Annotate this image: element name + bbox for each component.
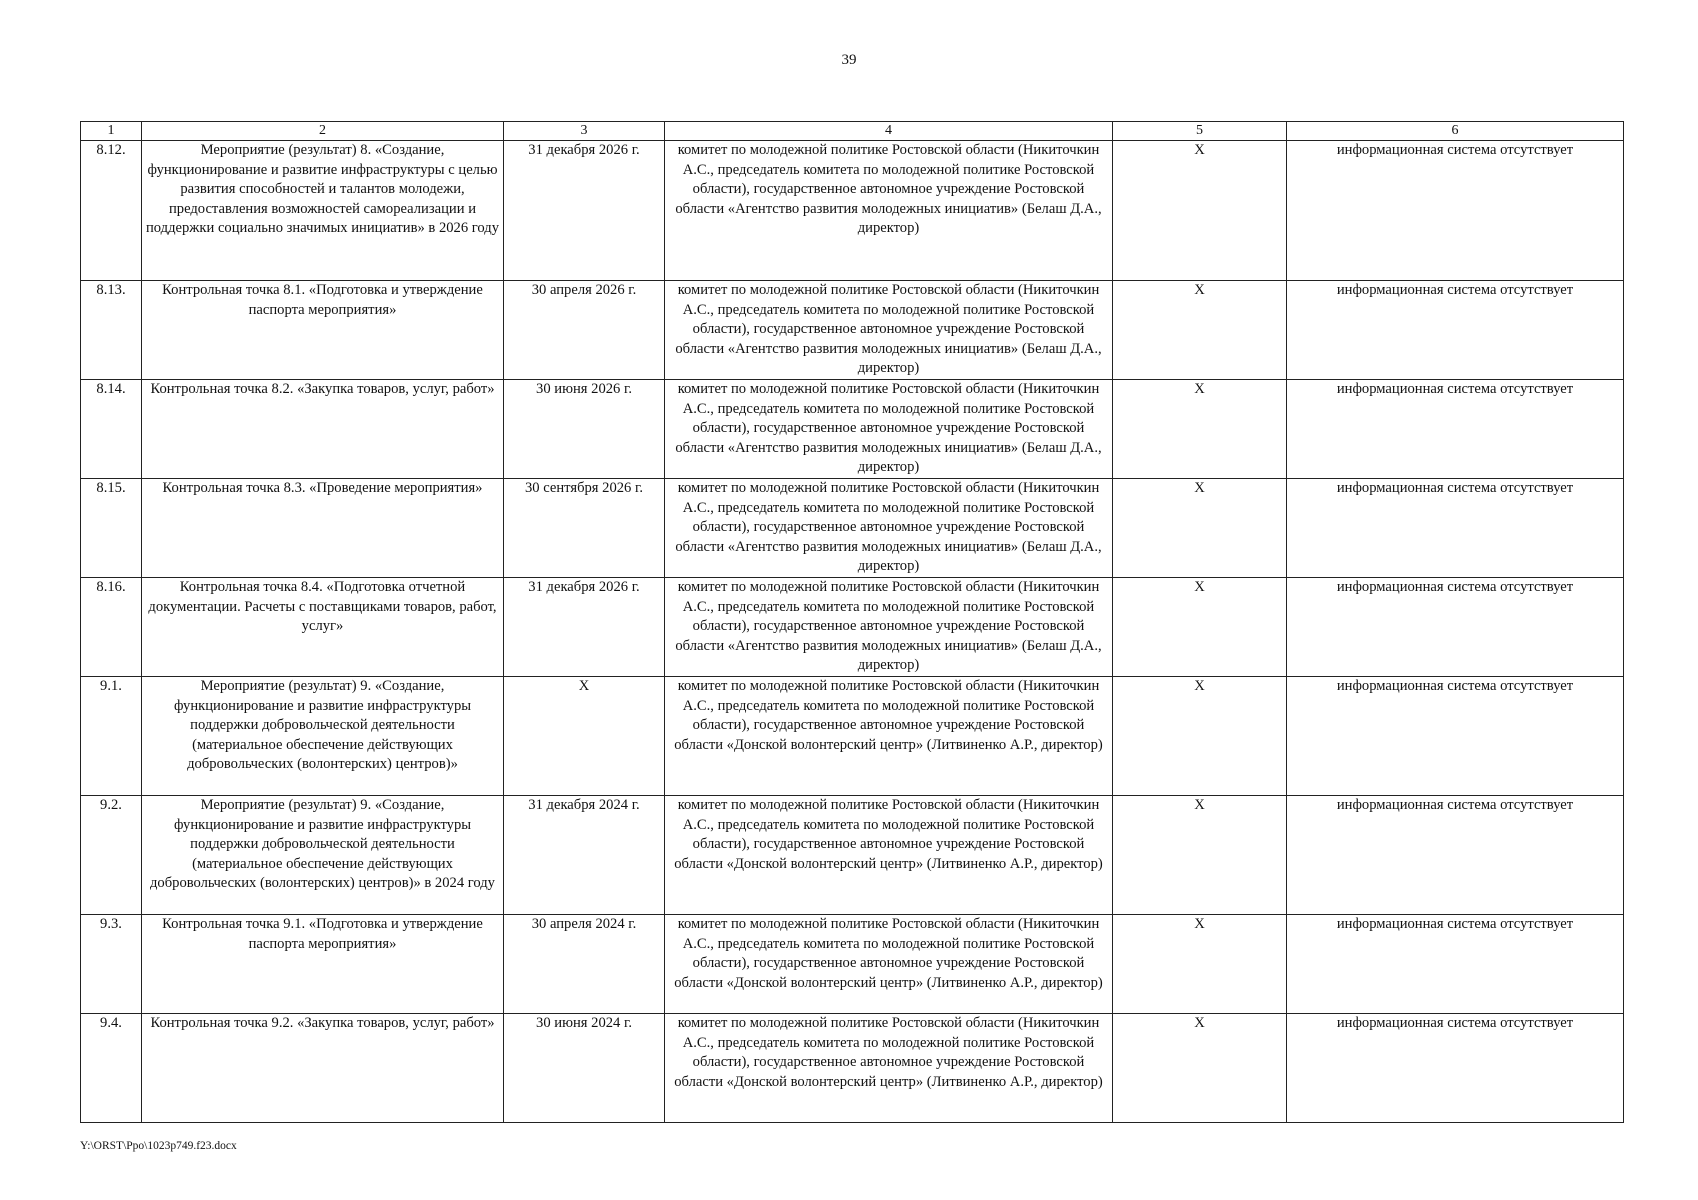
- table-row: [81, 915, 1624, 1014]
- column-header-3: 3: [504, 122, 665, 141]
- deadline-date: 31 декабря 2026 г.: [504, 141, 665, 281]
- table-row: [81, 1014, 1624, 1123]
- confirming-document: X: [1113, 796, 1287, 915]
- table-row: [81, 141, 1624, 281]
- information-system: информационная система отсутствует: [1287, 1014, 1624, 1123]
- deadline-date: 31 декабря 2026 г.: [504, 578, 665, 677]
- deadline-date: 30 июня 2026 г.: [504, 380, 665, 479]
- information-system: информационная система отсутствует: [1287, 479, 1624, 578]
- table-row: [81, 380, 1624, 479]
- deadline-date: 30 апреля 2024 г.: [504, 915, 665, 1014]
- deadline-date: 30 сентября 2026 г.: [504, 479, 665, 578]
- page-number: 39: [841, 52, 857, 68]
- row-number: 8.16.: [81, 578, 142, 677]
- column-header-6: 6: [1287, 122, 1624, 141]
- confirming-document: X: [1113, 141, 1287, 281]
- column-header-2: 2: [142, 122, 504, 141]
- responsible-executor: комитет по молодежной политике Ростовской области (Никиточкин А.С., председатель комитета по молодежной политике Ростовской области), государственное автономное учреждение Ростовской области «Агентство развития молодежных инициатив» (Белаш Д.А., директор): [665, 141, 1113, 281]
- event-name: Контрольная точка 8.1. «Подготовка и утверждение паспорта мероприятия»: [142, 281, 504, 380]
- information-system: информационная система отсутствует: [1287, 141, 1624, 281]
- table-row: [81, 578, 1624, 677]
- event-name: Мероприятие (результат) 8. «Создание, функционирование и развитие инфраструктуры с целью развития способностей и талантов молодежи, предоставления возможностей самореализации и поддержки социально значимых инициатив» в 2026 году: [142, 141, 504, 281]
- responsible-executor: комитет по молодежной политике Ростовской области (Никиточкин А.С., председатель комитета по молодежной политике Ростовской области), государственное автономное учреждение Ростовской области «Донской волонтерский центр» (Литвиненко А.Р., директор): [665, 915, 1113, 1014]
- confirming-document: X: [1113, 380, 1287, 479]
- event-name: Контрольная точка 8.4. «Подготовка отчетной документации. Расчеты с поставщиками товаров, работ, услуг»: [142, 578, 504, 677]
- table-row: [81, 281, 1624, 380]
- row-number: 9.4.: [81, 1014, 142, 1123]
- confirming-document: X: [1113, 479, 1287, 578]
- table-row: [81, 479, 1624, 578]
- confirming-document: X: [1113, 578, 1287, 677]
- information-system: информационная система отсутствует: [1287, 578, 1624, 677]
- deadline-date: 30 апреля 2026 г.: [504, 281, 665, 380]
- information-system: информационная система отсутствует: [1287, 281, 1624, 380]
- row-number: 9.3.: [81, 915, 142, 1014]
- information-system: информационная система отсутствует: [1287, 677, 1624, 796]
- event-name: Мероприятие (результат) 9. «Создание, функционирование и развитие инфраструктуры поддержки добровольческой деятельности (материальное обеспечение действующих добровольческих (волонтерских) центров)» в 2024 году: [142, 796, 504, 915]
- column-number-row: [81, 122, 1624, 141]
- column-header-5: 5: [1113, 122, 1287, 141]
- responsible-executor: комитет по молодежной политике Ростовской области (Никиточкин А.С., председатель комитета по молодежной политике Ростовской области), государственное автономное учреждение Ростовской области «Агентство развития молодежных инициатив» (Белаш Д.А., директор): [665, 578, 1113, 677]
- deadline-date: 31 декабря 2024 г.: [504, 796, 665, 915]
- confirming-document: X: [1113, 915, 1287, 1014]
- row-number: 8.15.: [81, 479, 142, 578]
- confirming-document: X: [1113, 1014, 1287, 1123]
- table-row: [81, 677, 1624, 796]
- responsible-executor: комитет по молодежной политике Ростовской области (Никиточкин А.С., председатель комитета по молодежной политике Ростовской области), государственное автономное учреждение Ростовской области «Донской волонтерский центр» (Литвиненко А.Р., директор): [665, 677, 1113, 796]
- responsible-executor: комитет по молодежной политике Ростовской области (Никиточкин А.С., председатель комитета по молодежной политике Ростовской области), государственное автономное учреждение Ростовской области «Агентство развития молодежных инициатив» (Белаш Д.А., директор): [665, 380, 1113, 479]
- event-name: Контрольная точка 9.2. «Закупка товаров, услуг, работ»: [142, 1014, 504, 1123]
- row-number: 9.2.: [81, 796, 142, 915]
- information-system: информационная система отсутствует: [1287, 915, 1624, 1014]
- confirming-document: X: [1113, 281, 1287, 380]
- responsible-executor: комитет по молодежной политике Ростовской области (Никиточкин А.С., председатель комитета по молодежной политике Ростовской области), государственное автономное учреждение Ростовской области «Донской волонтерский центр» (Литвиненко А.Р., директор): [665, 796, 1113, 915]
- row-number: 9.1.: [81, 677, 142, 796]
- responsible-executor: комитет по молодежной политике Ростовской области (Никиточкин А.С., председатель комитета по молодежной политике Ростовской области), государственное автономное учреждение Ростовской области «Агентство развития молодежных инициатив» (Белаш Д.А., директор): [665, 479, 1113, 578]
- row-number: 8.12.: [81, 141, 142, 281]
- deadline-date: X: [504, 677, 665, 796]
- information-system: информационная система отсутствует: [1287, 380, 1624, 479]
- column-header-1: 1: [81, 122, 142, 141]
- row-number: 8.13.: [81, 281, 142, 380]
- information-system: информационная система отсутствует: [1287, 796, 1624, 915]
- implementation-plan-table: [80, 121, 1624, 1123]
- column-header-4: 4: [665, 122, 1113, 141]
- document-file-path: Y:\ORST\Ppo\1023p749.f23.docx: [80, 1140, 237, 1152]
- table-row: [81, 796, 1624, 915]
- event-name: Контрольная точка 8.3. «Проведение мероприятия»: [142, 479, 504, 578]
- responsible-executor: комитет по молодежной политике Ростовской области (Никиточкин А.С., председатель комитета по молодежной политике Ростовской области), государственное автономное учреждение Ростовской области «Агентство развития молодежных инициатив» (Белаш Д.А., директор): [665, 281, 1113, 380]
- deadline-date: 30 июня 2024 г.: [504, 1014, 665, 1123]
- event-name: Мероприятие (результат) 9. «Создание, функционирование и развитие инфраструктуры поддержки добровольческой деятельности (материальное обеспечение действующих добровольческих (волонтерских) центров)»: [142, 677, 504, 796]
- responsible-executor: комитет по молодежной политике Ростовской области (Никиточкин А.С., председатель комитета по молодежной политике Ростовской области), государственное автономное учреждение Ростовской области «Донской волонтерский центр» (Литвиненко А.Р., директор): [665, 1014, 1113, 1123]
- row-number: 8.14.: [81, 380, 142, 479]
- confirming-document: X: [1113, 677, 1287, 796]
- event-name: Контрольная точка 8.2. «Закупка товаров, услуг, работ»: [142, 380, 504, 479]
- event-name: Контрольная точка 9.1. «Подготовка и утверждение паспорта мероприятия»: [142, 915, 504, 1014]
